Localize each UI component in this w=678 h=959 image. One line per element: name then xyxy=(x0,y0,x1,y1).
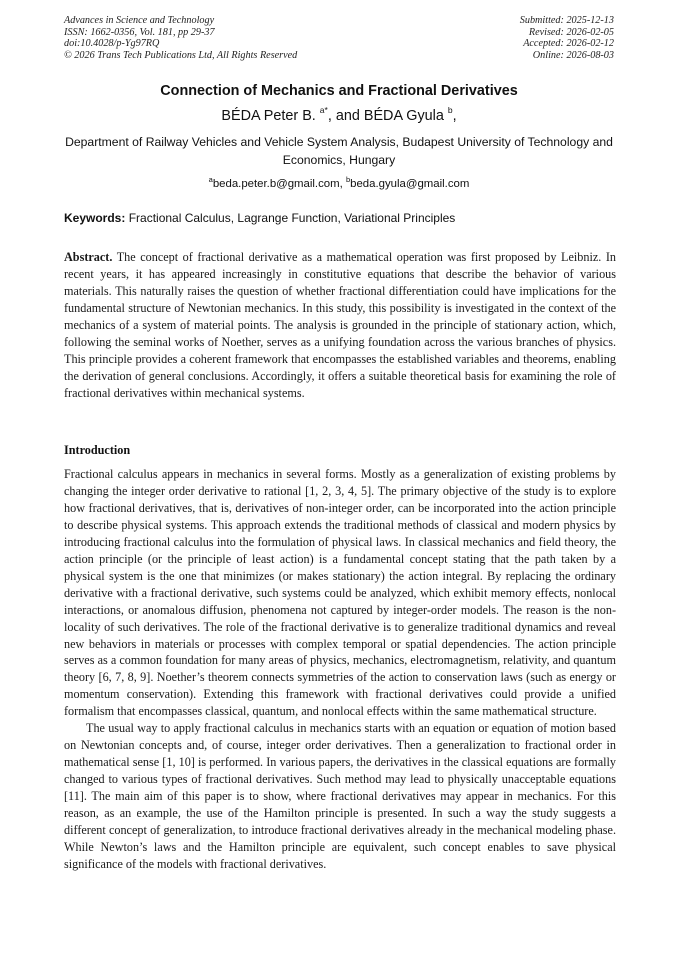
paper-title: Connection of Mechanics and Fractional Derivatives xyxy=(160,83,518,99)
journal-doi: doi:10.4028/p-Yg97RQ xyxy=(64,38,160,50)
paragraph: The usual way to apply fractional calculus in mechanics starts with an equation or equation of motion based on Newtonian concepts and, of course, integer order derivatives. Then a generalization to fractional order in mathematical sense [1, 10] is performed. In various papers, the derivatives in the classical equations are formally changed to various types of fractional derivatives. Such method may lead to physically unacceptable equations [11]. The main aim of this paper is to show, where fractional derivatives may appear in mechanics. For this reason, as an example, the use of the Hamilton principle is presented. In such a way the study suggests a different concept of generalization, to introduce fractional derivatives already in the mechanical modeling phase. While Newton’s laws and the Hamilton principle are equivalent, such concept enables to save physical significance of the models with fractional derivatives. xyxy=(64,721,616,871)
email-mark: b xyxy=(345,175,351,184)
accepted-date: Accepted: 2026-02-12 xyxy=(523,38,614,50)
keywords xyxy=(64,210,616,227)
paragraph: Fractional calculus appears in mechanics in several forms. Mostly as a generalization of existing problems by changing the integer order derivative to rational [1, 2, 3, 4, 5]. The primary objective of the study is to explore how fractional derivatives, that is, derivatives of non-integer order, can be incorporated into the action principle to describe physical systems. This approach extends the traditional methods of classical and modern physics by introducing fractional calculus into the formulation of physical laws. In classical mechanics and field theory, the action principle (or the principle of least action) is a fundamental concept stating that the path taken by a physical system is the one that minimizes (or makes stationary) the action integral. By replacing the ordinary derivative with a fractional derivative, such systems could be analyzed, which exhibit memory effects, nonlocal interactions, or anomalous diffusion, phenomena not captured by integer-order models. The reason is the non-locality of such derivatives. The role of the fractional derivative is to generalize traditional dynamics and reveal new behaviors in materials or processes with complex temporal or spatial dependencies. The action principle serves as a common foundation for many areas of physics, mechanics, electromagnetism, relativity, and quantum theory [6, 7, 8, 9]. Noether’s theorem connects symmetries of the action to conservation laws (such as energy or momentum conservation). Extending this framework with fractional derivatives could provide a unified formalism that encompasses classical, quantum, and nonlocal effects within the same mathematical structure. xyxy=(64,467,616,719)
journal-name: Advances in Science and Technology xyxy=(64,15,215,26)
journal-header-right xyxy=(520,15,614,61)
author-list xyxy=(0,107,678,125)
author-name: BÉDA Peter B. xyxy=(221,108,316,124)
author-separator: , and xyxy=(327,108,364,124)
email-link[interactable]: beda.peter.b@gmail.com xyxy=(212,178,340,190)
author-affiliation-mark: a* xyxy=(319,105,328,115)
author-emails xyxy=(0,176,678,192)
submitted-date: Submitted: 2025-12-13 xyxy=(519,15,614,26)
journal-copyright: © 2026 Trans Tech Publications Ltd, All Rights Reserved xyxy=(64,49,298,61)
revised-date: Revised: 2026-02-05 xyxy=(528,26,614,38)
email-mark: a xyxy=(208,175,213,184)
affiliation: Department of Railway Vehicles and Vehicle System Analysis, Budapest University of Technology and Economics, Hungary xyxy=(65,135,613,167)
email-separator: , xyxy=(339,178,346,190)
author-name: BÉDA Gyula xyxy=(363,108,444,124)
online-date: Online: 2026-08-03 xyxy=(532,49,614,61)
introduction-body xyxy=(64,466,616,873)
abstract-text: The concept of fractional derivative as a mathematical operation was first proposed by Leibniz. In recent years, it has appeared increasingly in constitutive equations that describe the behavior of various materials. This naturally raises the question of whether fractional differentiation could have implications for the fundamental structure of Newtonian mechanics. In this study, this possibility is investigated in the context of the mechanics of a system of material points. The analysis is grounded in the principle of stationary action, which, following the seminal works of Noether, serves as a unifying foundation across the various branches of physics. This principle provides a coherent framework that encompasses the established variables and theorems, enabling the derivation of general conclusions. Accordingly, it offers a suitable theoretical basis for examining the role of fractional derivatives within mechanical systems. xyxy=(64,250,616,400)
section-heading-introduction: Introduction xyxy=(64,443,131,457)
keywords-text: Fractional Calculus, Lagrange Function, Variational Principles xyxy=(125,211,456,225)
journal-header-left xyxy=(64,15,297,61)
email-link[interactable]: beda.gyula@gmail.com xyxy=(350,178,470,190)
author-trailing: , xyxy=(452,108,457,124)
abstract-label: Abstract. xyxy=(64,250,113,264)
journal-issn: ISSN: 1662-0356, Vol. 181, pp 29-37 xyxy=(64,26,215,38)
keywords-label: Keywords: xyxy=(64,211,126,225)
author-affiliation-mark: b xyxy=(447,105,453,115)
abstract xyxy=(64,249,616,402)
